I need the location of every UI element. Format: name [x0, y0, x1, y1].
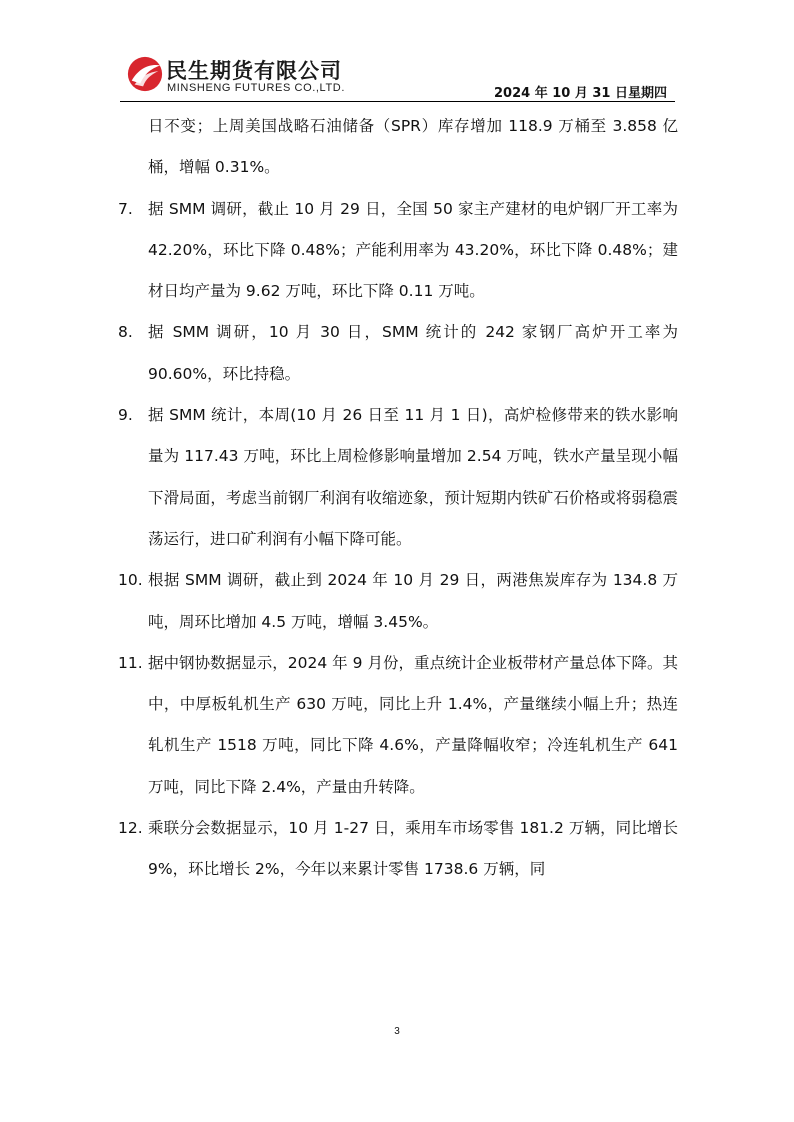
report-body — [118, 106, 678, 891]
item-text: 据 SMM 统计，本周(10 月 26 日至 11 月 1 日)，高炉检修带来的铁水影响量为 117.43 万吨，环比上周检修影响量增加 2.54 万吨，铁水产量呈现小幅下滑局面，考虑当前钢厂利润有收缩迹象，预计短期内铁矿石价格或将弱稳震荡运行，进口矿利润有小幅下降可能。 — [148, 406, 678, 548]
item-number: 9. — [118, 406, 133, 425]
report-date: 2024 年 10 月 31 日星期四 — [494, 86, 667, 101]
item-number: 10. — [118, 571, 143, 590]
item-text: 根据 SMM 调研，截止到 2024 年 10 月 29 日，两港焦炭库存为 134.8 万吨，周环比增加 4.5 万吨，增幅 3.45%。 — [148, 571, 678, 631]
list-item — [118, 643, 678, 808]
item-number: 12. — [118, 819, 143, 838]
list-item — [118, 808, 678, 891]
item-number: 7. — [118, 199, 133, 218]
page-header — [120, 52, 675, 102]
paragraph-text: 日不变；上周美国战略石油储备（SPR）库存增加 118.9 万桶至 3.858 亿桶，增幅 0.31%。 — [148, 117, 678, 177]
page-number: 3 — [394, 1026, 400, 1037]
item-number: 11. — [118, 653, 143, 672]
list-item — [118, 560, 678, 643]
list-item — [118, 312, 678, 395]
company-name-en: MINSHENG FUTURES CO.,LTD. — [167, 82, 345, 94]
company-logo — [120, 52, 370, 98]
item-text: 据 SMM 调研，截止 10 月 29 日，全国 50 家主产建材的电炉钢厂开工率为 42.20%，环比下降 0.48%；产能利用率为 43.20%，环比下降 0.48%；建材日均产量为 9.62 万吨，环比下降 0.11 万吨。 — [148, 199, 678, 301]
item-text: 据中钢协数据显示，2024 年 9 月份，重点统计企业板带材产量总体下降。其中，中厚板轧机生产 630 万吨，同比上升 1.4%，产量继续小幅上升；热连轧机生产 1518 万吨，同比下降 4.6%，产量降幅收窄；冷连轧机生产 641 万吨，同比下降 2.4%，产量由升转降。 — [148, 653, 678, 796]
list-item — [118, 395, 678, 560]
item-text: 据 SMM 调研，10 月 30 日，SMM 统计的 242 家钢厂高炉开工率为 90.60%，环比持稳。 — [148, 323, 678, 383]
company-name-cn: 民生期货有限公司 — [166, 59, 342, 83]
item-number: 8. — [118, 323, 133, 342]
continued-paragraph — [118, 106, 678, 189]
list-item — [118, 189, 678, 313]
header-divider — [120, 101, 675, 102]
item-text: 乘联分会数据显示，10 月 1-27 日，乘用车市场零售 181.2 万辆，同比增长 9%，环比增长 2%，今年以来累计零售 1738.6 万辆，同 — [148, 819, 678, 879]
minsheng-swoosh-icon — [126, 55, 164, 93]
